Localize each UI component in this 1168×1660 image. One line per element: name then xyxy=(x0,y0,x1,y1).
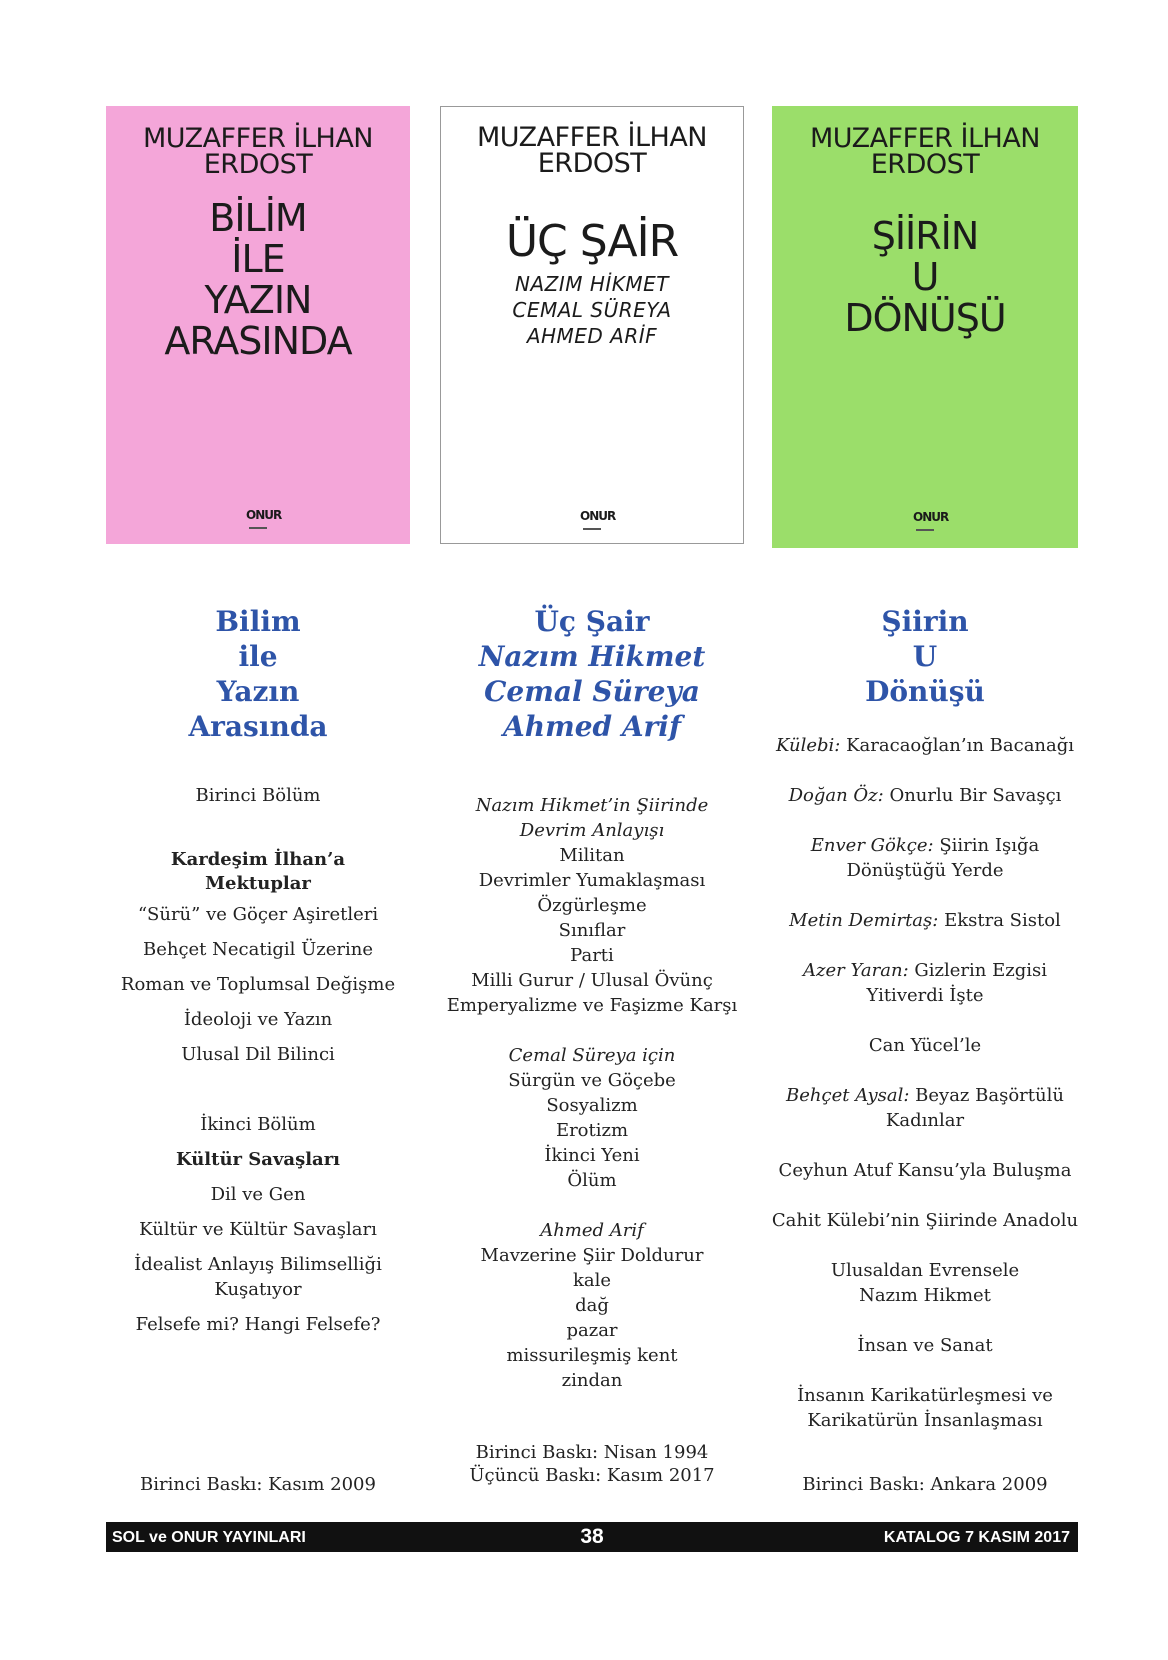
page-footer xyxy=(106,1522,1078,1552)
part-title: Kültür Savaşları xyxy=(175,1149,341,1170)
edition-info: Üçüncü Baskı: Kasım 2017 xyxy=(469,1465,715,1486)
toc-item: Dönüştüğü Yerde xyxy=(846,860,1004,881)
toc-item: Enver Gökçe: Şiirin Işığa xyxy=(810,835,1040,856)
toc-item: Milli Gurur / Ulusal Övünç xyxy=(471,970,713,991)
book-title: Üç Şair Nazım Hikmet Cemal Süreya Ahmed Arif xyxy=(478,605,706,743)
book-column-bilim-ile-yazin xyxy=(106,0,410,1500)
toc-item: Roman ve Toplumsal Değişme xyxy=(120,974,396,995)
toc-item: pazar xyxy=(566,1320,618,1341)
toc-item: Parti xyxy=(570,945,614,966)
toc-item: Kuşatıyor xyxy=(214,1279,302,1300)
part-label: İkinci Bölüm xyxy=(200,1114,316,1135)
toc-item: Sosyalizm xyxy=(546,1095,638,1116)
cover-author: MUZAFFER İLHAN ERDOST xyxy=(477,122,707,179)
toc-item: Emperyalizme ve Faşizme Karşı xyxy=(446,995,738,1016)
toc-item: İnsanın Karikatürleşmesi ve xyxy=(797,1385,1053,1406)
footer-catalog-date: KATALOG 7 KASIM 2017 xyxy=(883,1529,1070,1546)
toc-item: Azer Yaran: Gizlerin Ezgisi xyxy=(802,960,1047,981)
toc-item: “Sürü” ve Göçer Aşiretleri xyxy=(137,904,379,925)
cover-subtitle: NAZIM HİKMET CEMAL SÜREYA AHMED ARİF xyxy=(512,272,672,348)
toc-item: kale xyxy=(572,1270,612,1291)
toc-item: Behçet Necatigil Üzerine xyxy=(142,939,374,960)
toc-item: Nazım Hikmet xyxy=(859,1285,991,1306)
edition-info: Birinci Baskı: Ankara 2009 xyxy=(802,1474,1048,1495)
cover-author: MUZAFFER İLHAN ERDOST xyxy=(143,123,373,180)
onur-publisher-logo: ONUR xyxy=(580,505,604,535)
toc-item: Felsefe mi? Hangi Felsefe? xyxy=(135,1314,381,1335)
toc-item: Behçet Aysal: Beyaz Başörtülü xyxy=(786,1085,1064,1106)
toc-item: Can Yücel’le xyxy=(868,1035,982,1056)
toc-item: Erotizm xyxy=(555,1120,629,1141)
toc-item: Ceyhun Atuf Kansu’yla Buluşma xyxy=(778,1160,1072,1181)
toc-item: Ulusal Dil Bilinci xyxy=(181,1044,335,1065)
toc-item: Özgürleşme xyxy=(537,895,647,916)
toc-item: Metin Demirtaş: Ekstra Sistol xyxy=(789,910,1061,931)
book-column-uc-sair xyxy=(440,0,744,1500)
toc-item: Mavzerine Şiir Doldurur xyxy=(480,1245,704,1266)
toc-item: Dil ve Gen xyxy=(210,1184,306,1205)
toc-item: İkinci Yeni xyxy=(544,1145,640,1166)
toc-item: dağ xyxy=(575,1295,609,1316)
toc-item: İnsan ve Sanat xyxy=(857,1335,993,1356)
toc-item: zindan xyxy=(561,1370,623,1391)
part-title: Kardeşim İlhan’a xyxy=(170,849,346,870)
page-number: 38 xyxy=(580,1525,604,1548)
edition-info: Birinci Baskı: Nisan 1994 xyxy=(475,1442,709,1463)
section-heading: Devrim Anlayışı xyxy=(519,820,665,841)
toc-item: Devrimler Yumaklaşması xyxy=(478,870,706,891)
toc-item: Sınıflar xyxy=(558,920,626,941)
toc-item: Militan xyxy=(559,845,625,866)
toc-item: Sürgün ve Göçebe xyxy=(508,1070,676,1091)
toc-item: Yitiverdi İşte xyxy=(866,985,984,1006)
book-column-siirin-u-donusu xyxy=(760,0,1090,1500)
cover-title: ÜÇ ŞAİR xyxy=(505,216,679,267)
toc-item: Karikatürün İnsanlaşması xyxy=(807,1410,1043,1431)
toc-item: İdeoloji ve Yazın xyxy=(183,1009,333,1030)
footer-publisher: SOL ve ONUR YAYINLARI xyxy=(112,1529,306,1546)
toc-item: Ulusaldan Evrensele xyxy=(830,1260,1020,1281)
book-title: Şiirin U Dönüşü xyxy=(865,605,985,708)
cover-title: BİLİM İLE YAZIN ARASINDA xyxy=(164,196,352,363)
section-heading: Cemal Süreya için xyxy=(508,1045,676,1066)
cover-author: MUZAFFER İLHAN ERDOST xyxy=(810,123,1040,180)
toc-item: Cahit Külebi’nin Şiirinde Anadolu xyxy=(771,1210,1079,1231)
edition-info: Birinci Baskı: Kasım 2009 xyxy=(140,1474,376,1495)
toc-item: Ölüm xyxy=(567,1170,617,1191)
toc-item: Kadınlar xyxy=(885,1110,965,1131)
cover-title: ŞİİRİN U DÖNÜŞÜ xyxy=(844,214,1006,340)
section-heading: Ahmed Arif xyxy=(540,1220,644,1241)
book-title: Bilim ile Yazın Arasında xyxy=(188,605,328,743)
toc-item: Kültür ve Kültür Savaşları xyxy=(139,1219,377,1240)
toc-item: Doğan Öz: Onurlu Bir Savaşçı xyxy=(788,785,1062,806)
onur-publisher-logo: ONUR xyxy=(246,504,270,534)
toc-item: Külebi: Karacaoğlan’ın Bacanağı xyxy=(775,735,1075,756)
toc-item: missurileşmiş kent xyxy=(506,1345,678,1366)
part-label: Birinci Bölüm xyxy=(195,785,321,806)
section-heading: Nazım Hikmet’in Şiirinde xyxy=(475,795,709,816)
part-title: Mektuplar xyxy=(205,873,311,894)
toc-item: İdealist Anlayış Bilimselliği xyxy=(134,1254,382,1275)
onur-publisher-logo: ONUR xyxy=(913,506,937,536)
